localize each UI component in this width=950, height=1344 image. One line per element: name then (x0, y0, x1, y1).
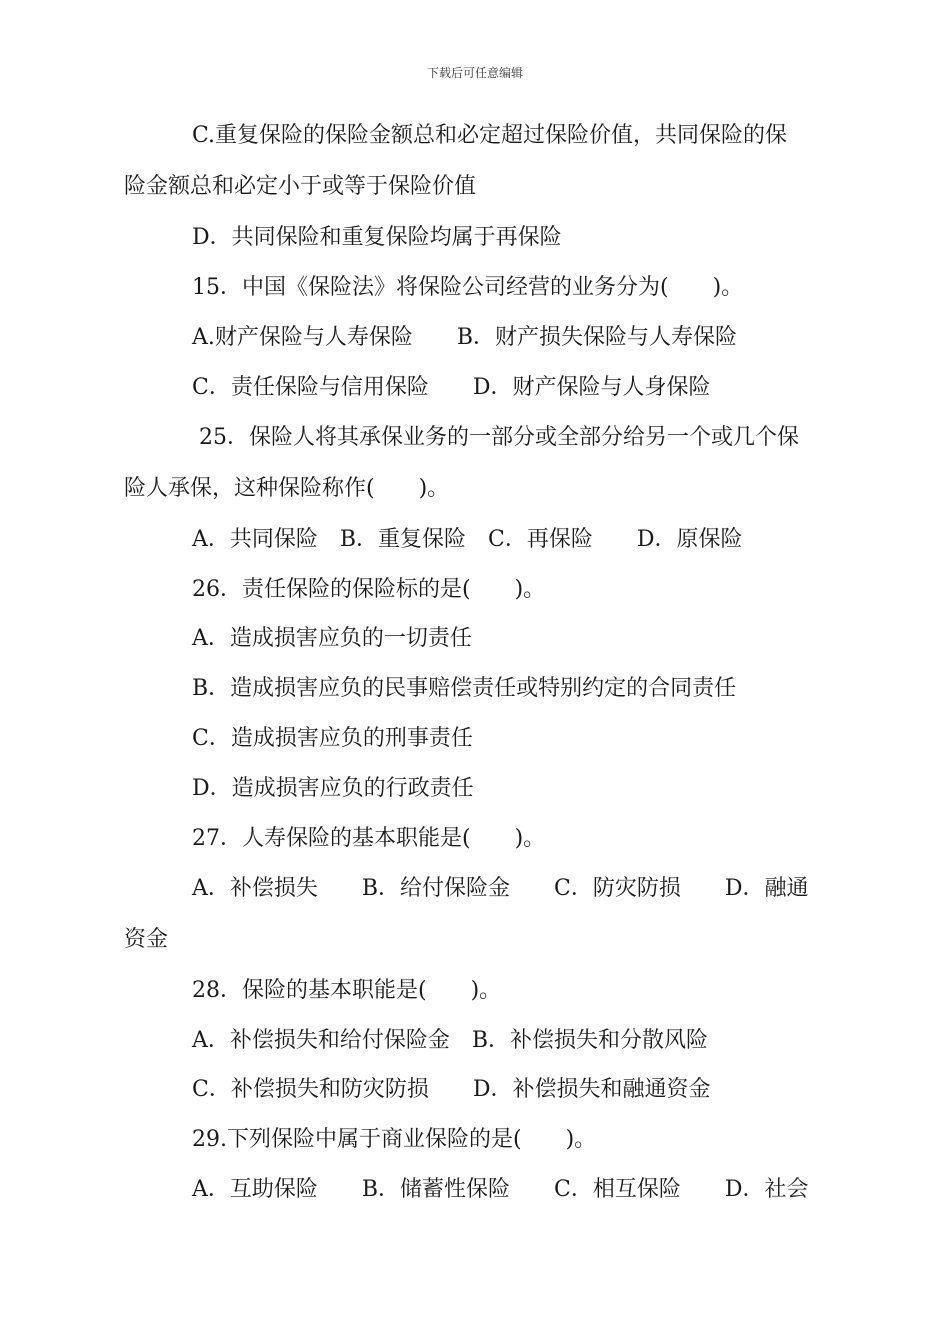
question-25: 25．保险人将其承保业务的一部分或全部分给另一个或几个保 (192, 425, 799, 450)
question-29: 29.下列保险中属于商业保险的是( )。 (192, 1127, 597, 1152)
options-ab-q28: A．补偿损失和给付保险金 B．补偿损失和分散风险 (192, 1028, 709, 1053)
option-c-q26: C．造成损害应负的刑事责任 (192, 726, 473, 751)
question-26: 26．责任保险的保险标的是( )。 (192, 577, 546, 602)
option-b-q26: B．造成损害应负的民事赔偿责任或特别约定的合同责任 (192, 676, 737, 701)
option-c-q14: C.重复保险的保险金额总和必定超过保险价值，共同保险的保 (192, 123, 788, 148)
option-d-q26: D．造成损害应负的行政责任 (192, 776, 474, 801)
question-28: 28．保险的基本职能是( )。 (192, 978, 502, 1003)
question-27: 27．人寿保险的基本职能是( )。 (192, 826, 546, 851)
options-q27-cont: 资金 (124, 927, 169, 952)
question-15: 15．中国《保险法》将保险公司经营的业务分为( )。 (192, 275, 744, 300)
question-25-cont: 险人承保，这种保险称作( )。 (124, 476, 450, 501)
options-cd-q28: C．补偿损失和防灾防损 D．补偿损失和融通资金 (192, 1077, 711, 1102)
options-ab-q15: A.财产保险与人寿保险 B．财产损失保险与人寿保险 (192, 325, 738, 350)
options-cd-q15: C．责任保险与信用保险 D．财产保险与人身保险 (192, 375, 711, 400)
options-q29: A．互助保险 B．储蓄性保险 C．相互保险 D．社会 (192, 1177, 809, 1202)
option-d-q14: D．共同保险和重复保险均属于再保险 (192, 225, 562, 250)
options-q25: A．共同保险 B．重复保险 C．再保险 D．原保险 (192, 527, 743, 552)
page-header: 下载后可任意编辑 (426, 66, 523, 80)
option-c-q14-cont: 险金额总和必定小于或等于保险价值 (124, 174, 477, 199)
options-q27: A．补偿损失 B．给付保险金 C．防灾防损 D．融通 (192, 876, 809, 901)
option-a-q26: A．造成损害应负的一切责任 (192, 626, 472, 651)
